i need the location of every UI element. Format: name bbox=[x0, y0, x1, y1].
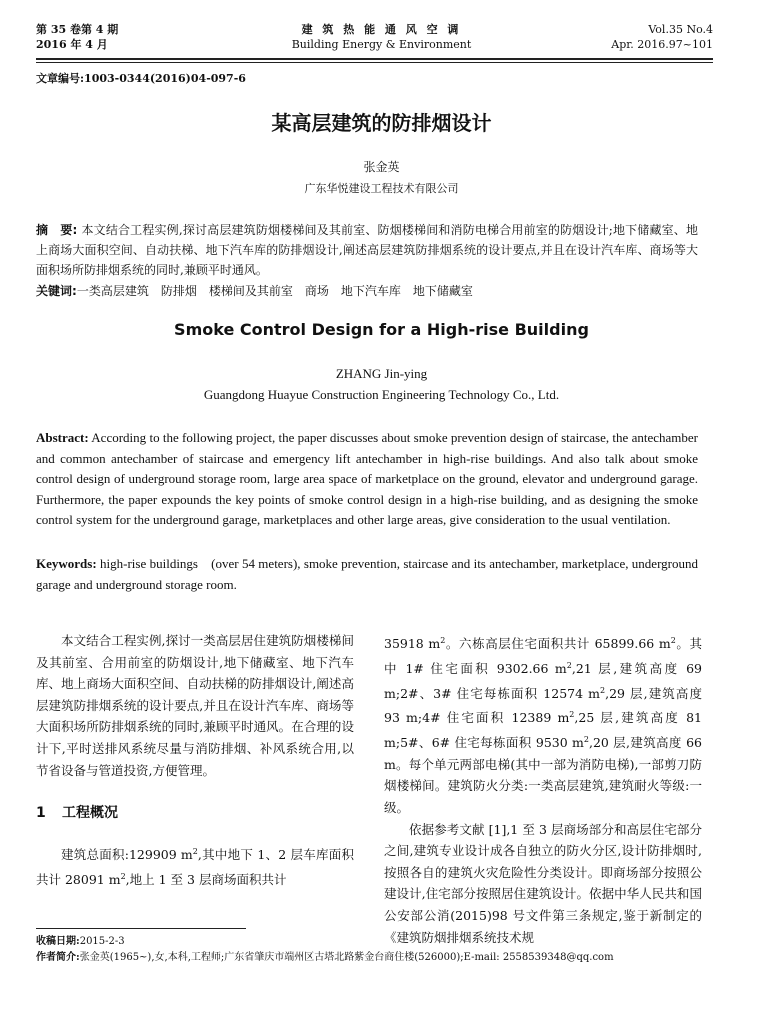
abstract-en-label: Abstract: bbox=[36, 430, 89, 445]
text-run: ,地上 1 至 3 层商场面积共计 bbox=[125, 871, 287, 887]
author-en: ZHANG Jin-ying bbox=[335, 366, 428, 381]
section-heading-1 bbox=[36, 803, 354, 825]
journal-name-en: Building Energy & Environment bbox=[291, 38, 472, 51]
date-zh: 2016 年 4 月 bbox=[36, 38, 108, 51]
overview-continued bbox=[384, 630, 702, 819]
received-label: 收稿日期: bbox=[36, 936, 80, 947]
keywords-zh-label: 关键词: bbox=[36, 284, 77, 298]
journal-name-zh: 建 筑 热 能 通 风 空 调 bbox=[301, 23, 462, 36]
date-pages-en: Apr. 2016.97~101 bbox=[611, 38, 713, 51]
overview-paragraph bbox=[36, 841, 354, 891]
superscript: 2 bbox=[583, 735, 589, 744]
text-run: ,21 层,建筑高度 69 m;2#、3# 住宅每栋面积 12574 m bbox=[384, 660, 702, 701]
author-zh: 张金英 bbox=[363, 160, 400, 174]
author-info: 张金英(1965~),女,本科,工程师;广东省肇庆市端州区古塔北路紫金台商住楼(526000);E-mail: 2558539348@qq.com bbox=[79, 952, 614, 963]
superscript: 2 bbox=[670, 636, 676, 645]
text-run: 35918 m bbox=[384, 636, 441, 652]
abstract-zh-text: 本文结合工程实例,探讨高层建筑防烟楼梯间及其前室、防烟楼梯间和消防电梯合用前室的防烟设计;地下储藏室、地上商场大面积空间、自动扶梯、地下汽车库的防排烟设计,阐述高层建筑防排烟系统的设计要点,并且在设计汽车库、商场等大面积场所防排烟系统的同时,兼顾平时通风。 bbox=[36, 223, 698, 277]
text-run: 。其中 1# 住宅面积 9302.66 m bbox=[384, 636, 702, 676]
footnote-author bbox=[36, 950, 716, 965]
volume-issue-zh: 第 35 卷第 4 期 bbox=[36, 23, 119, 36]
citation-link[interactable]: [1] bbox=[488, 821, 507, 837]
superscript: 2 bbox=[569, 710, 575, 720]
affiliation-en: Guangdong Huayue Construction Engineering Technology Co., Ltd. bbox=[203, 387, 560, 402]
article-number: 文章编号:1003-0344(2016)04-097-6 bbox=[36, 72, 246, 85]
text-run: ,29 层,建筑高度 93 m;4# 住宅面积 12389 m bbox=[384, 685, 702, 726]
keywords-en bbox=[36, 554, 698, 595]
keywords-zh-text: 一类高层建筑 防排烟 楼梯间及其前室 商场 地下汽车库 地下储藏室 bbox=[76, 284, 473, 298]
abstract-en bbox=[36, 428, 698, 531]
text-run: ,25 层,建筑高度 81 m;5#、6# 住宅每栋面积 9530 m bbox=[384, 710, 702, 751]
keywords-en-label: Keywords: bbox=[36, 556, 97, 571]
intro-paragraph: 本文结合工程实例,探讨一类高层居住建筑防烟楼梯间及其前室、合用前室的防烟设计,地下储藏室、地下汽车库、地上商场大面积空间、自动扶梯的防排烟设计,阐述高层建筑防排烟系统的设计要点,并且在设计汽车库、商场等大面积场所防排烟系统的同时,兼顾平时通风。在合理的设计下,平时送排风系统尽量与消防排烟、补风系统合用,以节省设备与管道投资,方便管理。 bbox=[36, 633, 354, 778]
text-run: ,1 至 3 层商场部分和高层住宅部分之间,建筑专业设计成各自独立的防火分区,设计防排烟时,按照各自的建筑火灾危险性分类设计。即商场部分按照公建设计,住宅部分按照居住建筑设计。依据中华人民共和国公安部公消(2015)98 号文件第三条规定,鉴于新制定的《建筑防烟排烟系统技术规 bbox=[384, 821, 702, 945]
text-run: 建筑总面积:129909 m bbox=[61, 846, 193, 862]
affiliation-zh: 广东华悦建设工程技术有限公司 bbox=[304, 182, 459, 195]
footnote-received bbox=[36, 934, 716, 949]
body-column-left bbox=[36, 630, 354, 890]
text-run: 依据参考文献 bbox=[409, 821, 489, 837]
superscript: 2 bbox=[566, 660, 572, 670]
section-title: 工程概况 bbox=[62, 805, 118, 822]
abstract-zh bbox=[36, 220, 698, 280]
header-volume-en bbox=[611, 22, 713, 52]
title-zh: 某高层建筑的防排烟设计 bbox=[271, 111, 492, 135]
header-rule bbox=[36, 58, 713, 63]
volume-issue-en: Vol.35 No.4 bbox=[648, 23, 713, 36]
superscript: 2 bbox=[120, 871, 126, 881]
abstract-en-text: According to the following project, the paper discusses about smoke prevention design of staircase, the antechamber and common antechamber of staircase and emergency lift antechamber in high-rise buildings. And also talk about smoke control design of underground storage room, large area space of marketplace on the ground, elevator and underground garage. Furthermore, the paper expounds the key points of smoke control design in a high-rise building, and as designing the smoke control system for the underground garage, marketplaces and other large areas, give consideration to the usual ventilation. bbox=[36, 430, 698, 527]
footnote-rule bbox=[36, 928, 246, 929]
text-run: ,20 层,建筑高度 66 m。每个单元两部电梯(其中一部为消防电梯),一部剪刀防烟楼梯间。建筑防火分类:一类高层建筑,建筑耐火等级:一级。 bbox=[384, 735, 702, 815]
superscript: 2 bbox=[600, 685, 606, 695]
reference-paragraph bbox=[384, 819, 702, 949]
section-number: 1 bbox=[36, 805, 46, 822]
abstract-zh-label: 摘 要: bbox=[36, 223, 78, 237]
keywords-en-text: high-rise buildings (over 54 meters), smoke prevention, staircase and its antechamber, marketplace, underground garage and underground storage room. bbox=[36, 556, 699, 592]
title-en: Smoke Control Design for a High-rise Building bbox=[174, 320, 589, 339]
body-column-right bbox=[384, 630, 702, 948]
superscript: 2 bbox=[192, 846, 198, 856]
text-run: ,其中地下 1、2 层车库面积共计 28091 m bbox=[36, 846, 354, 887]
text-run: 。六栋高层住宅面积共计 65899.66 m bbox=[445, 636, 671, 652]
superscript: 2 bbox=[440, 636, 446, 645]
keywords-zh bbox=[36, 282, 698, 300]
author-info-label: 作者简介: bbox=[36, 952, 80, 963]
received-date: 2015-2-3 bbox=[79, 936, 125, 947]
